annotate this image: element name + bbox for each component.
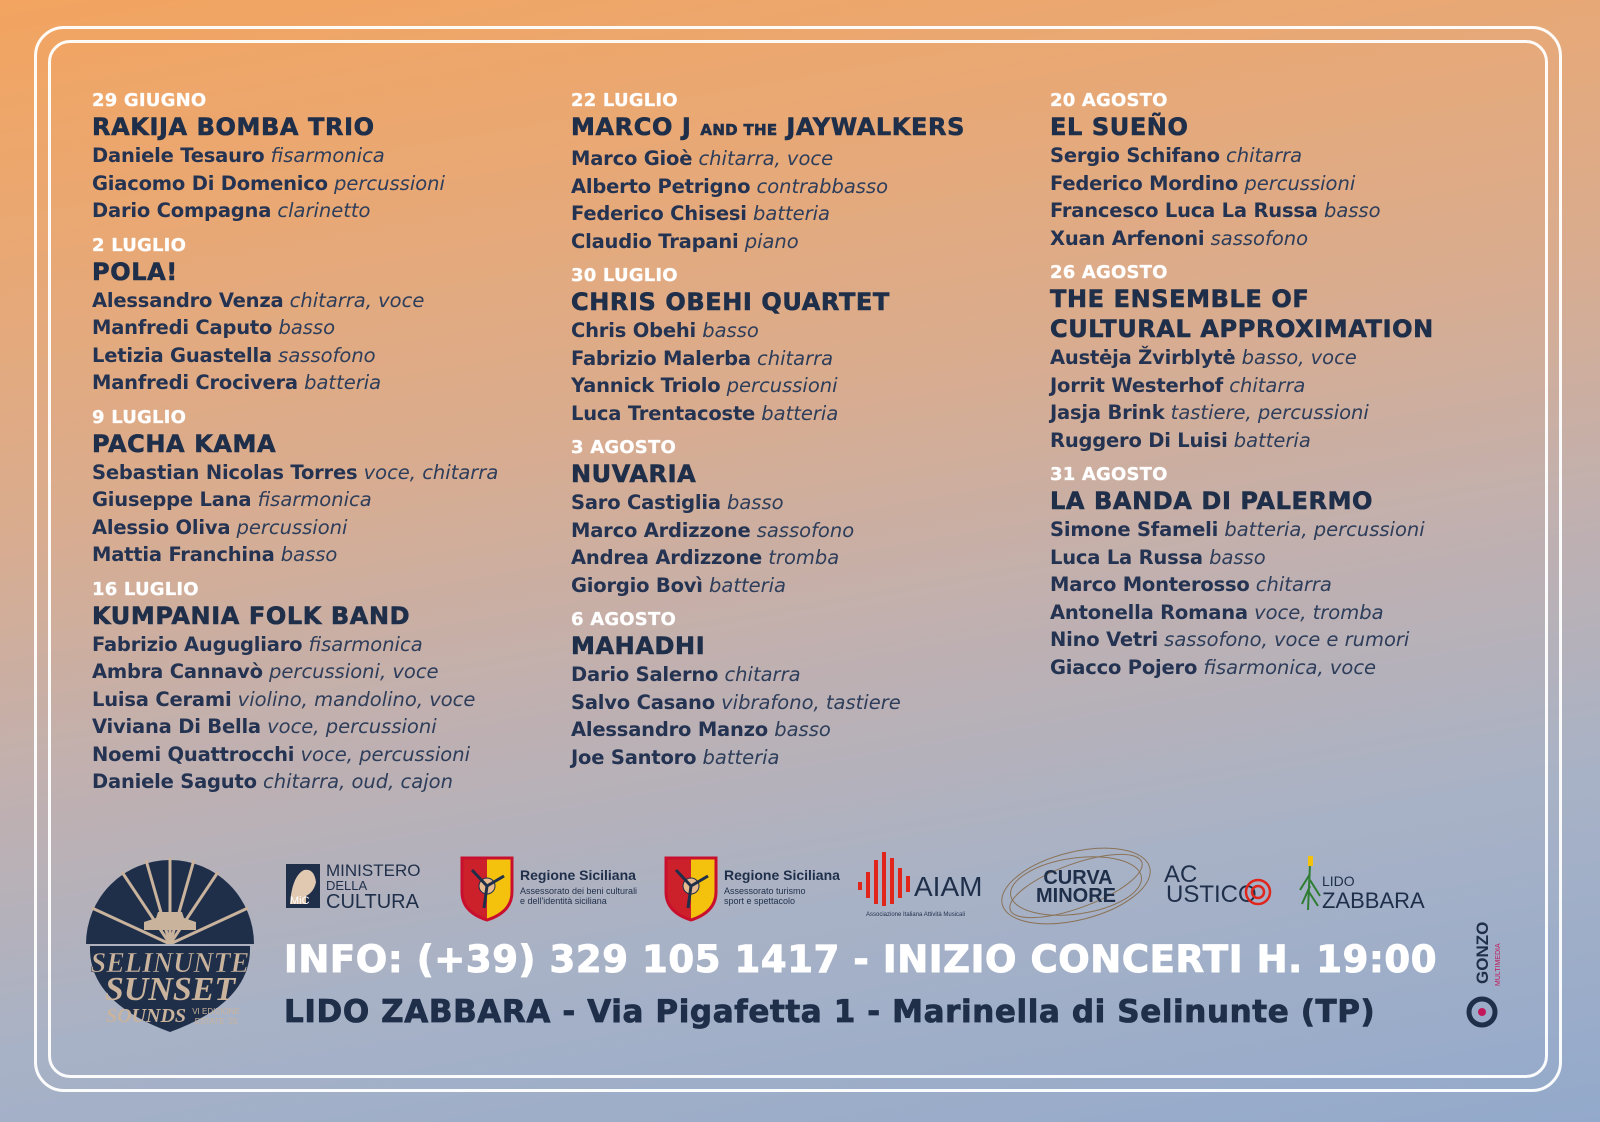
member-name: Jorrit Westerhof xyxy=(1050,373,1224,397)
member-role: batteria xyxy=(709,573,787,597)
member-name: Claudio Trapani xyxy=(571,229,739,253)
band-member xyxy=(571,517,1031,545)
member-name: Yannick Triolo xyxy=(571,374,721,397)
member-name: Manfredi Crocivera xyxy=(92,371,298,394)
member-role: piano xyxy=(744,229,799,253)
band-member xyxy=(1050,571,1520,599)
svg-text:MINISTERO: MINISTERO xyxy=(326,861,421,880)
band-member xyxy=(92,170,562,198)
member-name: Noemi Quattrocchi xyxy=(92,742,295,766)
venue-line: LIDO ZABBARA - Via Pigafetta 1 - Marinella di Selinunte (TP) xyxy=(284,994,1376,1030)
band-member xyxy=(1050,626,1520,654)
band-member xyxy=(92,342,562,370)
svg-text:CURVA: CURVA xyxy=(1043,867,1113,889)
member-name: Viviana Di Bella xyxy=(92,715,261,738)
member-role: percussioni xyxy=(334,171,445,195)
member-role: batteria, percussioni xyxy=(1224,518,1425,541)
member-role: sassofono xyxy=(1210,226,1309,250)
member-name: Francesco Luca La Russa xyxy=(1050,199,1318,222)
band-name: MAHADHI xyxy=(571,632,706,660)
member-name: Austėja Žvirblytė xyxy=(1050,346,1236,369)
band-name: LA BANDA DI PALERMO xyxy=(1050,487,1374,515)
svg-text:GONZO: GONZO xyxy=(1473,921,1492,984)
member-role: violino, mandolino, voce xyxy=(237,687,476,711)
band-member xyxy=(92,459,562,487)
band-member xyxy=(571,228,1031,256)
band-member xyxy=(1050,344,1520,372)
band-member xyxy=(571,345,1031,373)
ministero-cultura-logo xyxy=(284,846,434,926)
concert-entry xyxy=(1050,90,1520,252)
band-member xyxy=(92,142,562,170)
member-name: Simone Sfameli xyxy=(1050,518,1219,541)
member-name: Antonella Romana xyxy=(1050,600,1248,624)
band-member xyxy=(571,317,1031,345)
program-column-1 xyxy=(92,90,562,806)
member-name: Fabrizio Augugliaro xyxy=(92,632,303,656)
member-role: percussioni xyxy=(726,374,838,397)
band-member xyxy=(92,741,562,769)
band-member xyxy=(92,768,562,796)
svg-text:sport e spettacolo: sport e spettacolo xyxy=(724,896,796,906)
member-name: Dario Compagna xyxy=(92,199,272,222)
member-name: Federico Chisesi xyxy=(571,202,747,225)
gonzo-multimedia-logo xyxy=(1462,910,1506,1030)
band-member xyxy=(1050,599,1520,627)
concert-date: 31 AGOSTO xyxy=(1050,464,1168,485)
concert-entry xyxy=(1050,464,1520,681)
svg-text:ZABBARA: ZABBARA xyxy=(1322,888,1425,913)
band-member xyxy=(1050,654,1520,682)
member-role: clarinetto xyxy=(277,199,371,222)
band-member xyxy=(92,541,562,569)
band-member xyxy=(1050,516,1520,544)
member-role: tastiere, percussioni xyxy=(1170,401,1369,424)
member-role: percussioni xyxy=(1244,171,1356,195)
concert-date: 2 LUGLIO xyxy=(92,234,187,256)
concert-entry xyxy=(92,235,562,397)
regione-siciliana-beni-culturali-logo xyxy=(460,846,650,926)
member-role: voce, chitarra xyxy=(363,460,499,484)
member-role: batteria xyxy=(304,371,382,394)
member-role: basso xyxy=(774,718,831,741)
member-role: chitarra xyxy=(1229,373,1306,397)
member-name: Ambra Cannavò xyxy=(92,660,263,683)
acustico-logo xyxy=(1162,846,1282,926)
member-name: Andrea Ardizzone xyxy=(571,546,763,569)
member-name: Dario Salerno xyxy=(571,663,719,686)
band-member xyxy=(571,716,1031,744)
band-member xyxy=(92,369,562,397)
member-role: fisarmonica, voce xyxy=(1203,655,1377,679)
member-role: sassofono xyxy=(756,518,855,542)
member-role: batteria xyxy=(702,745,780,769)
band-member xyxy=(92,287,562,315)
member-role: basso xyxy=(1323,199,1381,222)
band-member xyxy=(1050,399,1520,427)
band-member xyxy=(1050,225,1520,253)
selinunte-sunset-sounds-logo xyxy=(82,852,258,1038)
member-role: basso xyxy=(1209,545,1266,569)
svg-text:LIDO: LIDO xyxy=(1322,873,1355,889)
band-member xyxy=(571,661,1031,689)
svg-text:AIAM: AIAM xyxy=(914,871,983,902)
member-role: percussioni xyxy=(236,515,348,539)
concert-entry xyxy=(92,90,562,225)
concert-date: 9 LUGLIO xyxy=(92,406,187,428)
member-name: Alberto Petrigno xyxy=(571,174,751,198)
member-name: Giacomo Di Domenico xyxy=(92,171,328,195)
member-role: fisarmonica xyxy=(270,144,385,167)
logo-season: ESTATE '25 xyxy=(194,1017,238,1026)
band-name: PACHA KAMA xyxy=(92,429,277,458)
band-member xyxy=(571,744,1031,772)
logo-line-1: SELINUNTE xyxy=(90,948,250,979)
band-member xyxy=(571,572,1031,600)
svg-text:Assessorato turismo: Assessorato turismo xyxy=(724,886,806,896)
svg-text:Assessorato dei beni culturali: Assessorato dei beni culturali xyxy=(520,886,638,896)
info-line: INFO: (+39) 329 105 1417 - INIZIO CONCERTI H. 19:00 xyxy=(284,938,1438,981)
band-member xyxy=(92,514,562,542)
member-name: Marco Ardizzone xyxy=(571,518,751,542)
member-name: Fabrizio Malerba xyxy=(571,346,751,370)
concert-entry xyxy=(92,407,562,569)
program-column-3 xyxy=(1050,90,1520,691)
member-role: contrabbasso xyxy=(756,174,889,198)
member-role: chitarra xyxy=(1255,573,1332,596)
member-role: chitarra, voce xyxy=(289,288,425,312)
member-name: Joe Santoro xyxy=(571,745,697,769)
band-member xyxy=(1050,170,1520,198)
svg-text:Associazione Italiana Attività: Associazione Italiana Attività Musicali xyxy=(866,912,966,918)
concert-date: 20 AGOSTO xyxy=(1050,90,1168,111)
member-name: Marco Monterosso xyxy=(1050,573,1250,596)
band-name-line-2: CULTURAL APPROXIMATION xyxy=(1050,315,1434,343)
member-role: chitarra, voce xyxy=(698,147,834,170)
aiam-logo xyxy=(856,846,986,926)
concert-date: 3 AGOSTO xyxy=(571,437,676,458)
member-role: basso xyxy=(280,543,338,566)
program-column-2 xyxy=(571,90,1031,781)
band-member xyxy=(92,631,562,659)
member-name: Alessandro Manzo xyxy=(571,718,769,741)
member-role: fisarmonica xyxy=(257,488,372,511)
band-member xyxy=(571,173,1031,201)
band-member xyxy=(92,486,562,514)
curva-minore-logo xyxy=(996,836,1156,936)
band-member xyxy=(571,400,1031,428)
member-name: Federico Mordino xyxy=(1050,171,1239,195)
member-name: Saro Castiglia xyxy=(571,491,721,514)
member-name: Luisa Cerami xyxy=(92,687,232,711)
member-role: voce, percussioni xyxy=(300,742,471,766)
band-name: RAKIJA BOMBA TRIO xyxy=(92,113,375,141)
member-name: Mattia Franchina xyxy=(92,543,275,566)
band-member xyxy=(92,713,562,741)
member-role: chitarra xyxy=(724,663,801,686)
member-name: Xuan Arfenoni xyxy=(1050,226,1205,250)
band-member xyxy=(571,489,1031,517)
member-name: Sebastian Nicolas Torres xyxy=(92,460,358,484)
svg-text:MINORE: MINORE xyxy=(1036,885,1116,907)
member-name: Giorgio Bovì xyxy=(571,573,703,597)
band-name: POLA! xyxy=(92,257,178,286)
concert-date: 30 LUGLIO xyxy=(571,265,678,286)
member-name: Manfredi Caputo xyxy=(92,316,273,339)
concert-entry xyxy=(571,609,1031,771)
member-name: Luca La Russa xyxy=(1050,545,1203,569)
member-name: Alessio Oliva xyxy=(92,515,231,539)
band-name: THE ENSEMBLE OF xyxy=(1050,285,1310,313)
concert-entry xyxy=(571,90,1031,255)
member-role: chitarra xyxy=(1226,144,1303,167)
member-role: fisarmonica xyxy=(308,632,423,656)
member-role: basso xyxy=(278,316,336,339)
member-role: batteria xyxy=(753,202,831,225)
member-role: batteria xyxy=(761,401,839,425)
member-name: Giuseppe Lana xyxy=(92,488,252,511)
concert-date: 16 LUGLIO xyxy=(92,578,199,600)
band-member xyxy=(92,197,562,225)
svg-text:MULTIMEDIA: MULTIMEDIA xyxy=(1495,943,1502,986)
member-name: Salvo Casano xyxy=(571,690,715,714)
member-role: basso xyxy=(702,319,759,342)
concert-entry xyxy=(571,265,1031,427)
member-name: Alessandro Venza xyxy=(92,288,284,312)
logo-edition: VI EDIZIONE xyxy=(192,1007,240,1016)
band-name: CHRIS OBEHI QUARTET xyxy=(571,288,890,316)
band-member xyxy=(571,372,1031,400)
band-name: EL SUEÑO xyxy=(1050,113,1189,141)
band-member xyxy=(571,200,1031,228)
logo-line-2: SUNSET xyxy=(104,971,236,1008)
member-role: sassofono, voce e rumori xyxy=(1164,628,1410,651)
band-name: MARCO J AND THE JAYWALKERS xyxy=(571,113,965,141)
member-name: Daniele Saguto xyxy=(92,770,257,793)
svg-text:Regione Siciliana: Regione Siciliana xyxy=(724,867,840,883)
svg-text:USTICO: USTICO xyxy=(1166,881,1257,908)
member-role: voce, percussioni xyxy=(267,715,437,738)
member-role: chitarra xyxy=(757,346,834,370)
svg-text:AC: AC xyxy=(1164,861,1198,888)
member-role: batteria xyxy=(1233,428,1311,452)
svg-text:MiC: MiC xyxy=(290,895,310,907)
lido-zabbara-logo xyxy=(1296,846,1426,926)
band-member xyxy=(92,314,562,342)
member-role: basso, voce xyxy=(1241,346,1357,369)
band-member xyxy=(1050,142,1520,170)
band-member xyxy=(571,145,1031,173)
band-name: NUVARIA xyxy=(571,460,697,488)
logo-line-3: SOUNDS xyxy=(105,1005,187,1027)
band-name: KUMPANIA FOLK BAND xyxy=(92,601,411,630)
concert-entry xyxy=(92,579,562,796)
member-name: Luca Trentacoste xyxy=(571,401,756,425)
member-name: Nino Vetri xyxy=(1050,628,1158,651)
concert-date: 26 AGOSTO xyxy=(1050,262,1168,283)
band-member xyxy=(1050,197,1520,225)
concert-entry xyxy=(1050,262,1520,454)
band-member xyxy=(571,544,1031,572)
band-member xyxy=(92,686,562,714)
member-name: Letizia Guastella xyxy=(92,343,272,367)
member-name: Marco Gioè xyxy=(571,147,693,170)
member-role: percussioni, voce xyxy=(269,660,439,683)
band-member xyxy=(1050,544,1520,572)
member-name: Sergio Schifano xyxy=(1050,144,1220,167)
member-role: vibrafono, tastiere xyxy=(721,690,901,714)
member-name: Chris Obehi xyxy=(571,319,697,342)
concert-entry xyxy=(571,437,1031,599)
svg-text:CULTURA: CULTURA xyxy=(326,891,419,913)
regione-siciliana-turismo-logo xyxy=(664,846,844,926)
member-name: Ruggero Di Luisi xyxy=(1050,428,1228,452)
member-name: Jasja Brink xyxy=(1050,401,1165,424)
band-member xyxy=(571,689,1031,717)
band-member xyxy=(92,658,562,686)
member-role: tromba xyxy=(768,546,840,569)
svg-text:Regione Siciliana: Regione Siciliana xyxy=(520,867,636,883)
member-role: voce, tromba xyxy=(1254,600,1384,624)
member-name: Giacco Pojero xyxy=(1050,655,1198,679)
band-member xyxy=(1050,372,1520,400)
member-role: chitarra, oud, cajon xyxy=(263,770,453,793)
member-role: sassofono xyxy=(278,343,376,367)
concert-date: 6 AGOSTO xyxy=(571,609,676,630)
member-name: Daniele Tesauro xyxy=(92,144,265,167)
concert-date: 29 GIUGNO xyxy=(92,90,207,111)
svg-text:DELLA: DELLA xyxy=(326,878,368,893)
band-member xyxy=(1050,427,1520,455)
svg-text:e dell'identità siciliana: e dell'identità siciliana xyxy=(520,896,607,906)
member-role: basso xyxy=(726,491,784,514)
concert-date: 22 LUGLIO xyxy=(571,90,678,111)
